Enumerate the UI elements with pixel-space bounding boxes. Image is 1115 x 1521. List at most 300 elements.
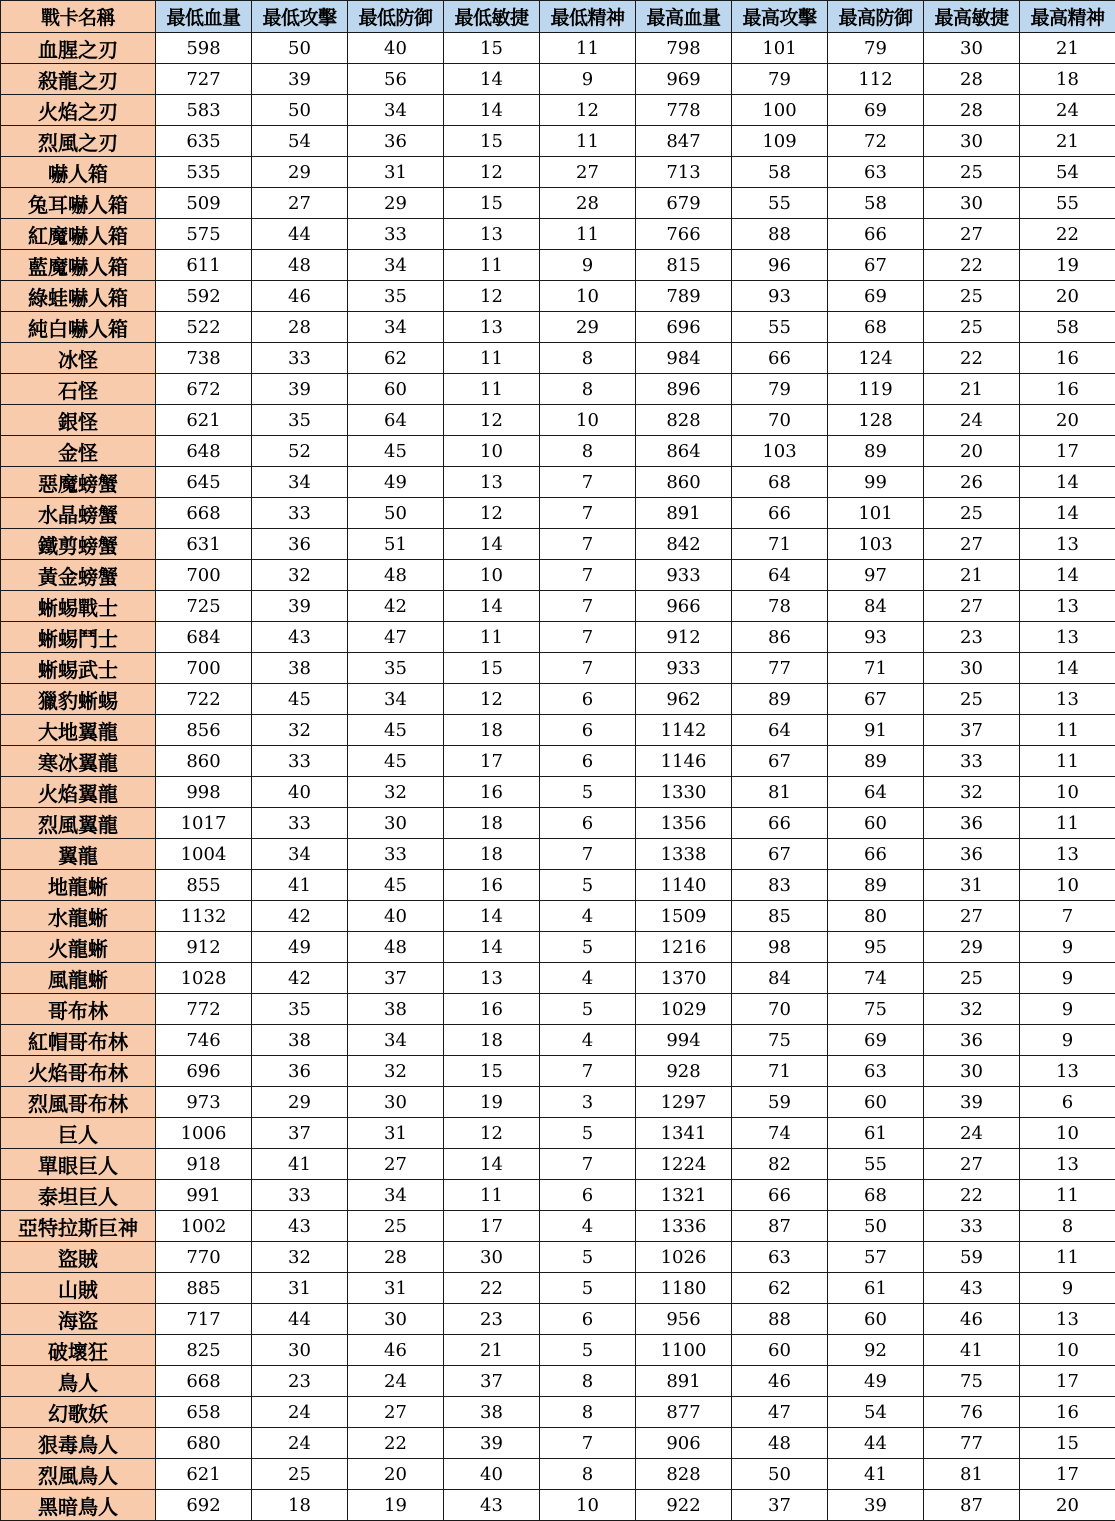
card-name-cell: 幻歌妖 bbox=[1, 1397, 156, 1428]
stat-cell: 34 bbox=[348, 312, 444, 343]
card-name-cell: 獵豹蜥蜴 bbox=[1, 684, 156, 715]
stat-cell: 12 bbox=[444, 405, 540, 436]
table-row bbox=[1, 64, 1115, 95]
stat-cell: 1336 bbox=[636, 1211, 732, 1242]
table-row bbox=[1, 591, 1115, 622]
card-name-cell: 烈風翼龍 bbox=[1, 808, 156, 839]
stat-cell: 64 bbox=[348, 405, 444, 436]
table-row bbox=[1, 126, 1115, 157]
stat-cell: 67 bbox=[828, 250, 924, 281]
stat-cell: 27 bbox=[348, 1397, 444, 1428]
table-row bbox=[1, 684, 1115, 715]
stat-cell: 725 bbox=[156, 591, 252, 622]
stat-cell: 21 bbox=[924, 374, 1020, 405]
stat-cell: 906 bbox=[636, 1428, 732, 1459]
stat-cell: 99 bbox=[828, 467, 924, 498]
stat-cell: 14 bbox=[444, 64, 540, 95]
stat-cell: 33 bbox=[252, 746, 348, 777]
stat-cell: 885 bbox=[156, 1273, 252, 1304]
table-row bbox=[1, 343, 1115, 374]
stat-cell: 1029 bbox=[636, 994, 732, 1025]
table-row bbox=[1, 498, 1115, 529]
stat-cell: 17 bbox=[1020, 1366, 1115, 1397]
stat-cell: 9 bbox=[1020, 1025, 1115, 1056]
column-header: 最低敏捷 bbox=[444, 1, 540, 33]
stat-cell: 28 bbox=[252, 312, 348, 343]
stat-cell: 60 bbox=[828, 1304, 924, 1335]
stat-cell: 789 bbox=[636, 281, 732, 312]
stat-cell: 680 bbox=[156, 1428, 252, 1459]
stat-cell: 16 bbox=[444, 870, 540, 901]
card-name-cell: 藍魔嚇人箱 bbox=[1, 250, 156, 281]
stat-cell: 39 bbox=[252, 374, 348, 405]
stat-cell: 5 bbox=[540, 994, 636, 1025]
stat-cell: 96 bbox=[732, 250, 828, 281]
stat-cell: 59 bbox=[924, 1242, 1020, 1273]
stat-cell: 17 bbox=[1020, 436, 1115, 467]
stat-cell: 75 bbox=[732, 1025, 828, 1056]
stat-cell: 13 bbox=[1020, 1304, 1115, 1335]
stat-cell: 535 bbox=[156, 157, 252, 188]
stat-cell: 17 bbox=[444, 1211, 540, 1242]
stat-cell: 766 bbox=[636, 219, 732, 250]
stat-cell: 61 bbox=[828, 1118, 924, 1149]
stat-cell: 4 bbox=[540, 1025, 636, 1056]
stat-cell: 41 bbox=[924, 1335, 1020, 1366]
stat-cell: 8 bbox=[540, 374, 636, 405]
stat-cell: 109 bbox=[732, 126, 828, 157]
stat-cell: 68 bbox=[828, 1180, 924, 1211]
stat-cell: 956 bbox=[636, 1304, 732, 1335]
stat-cell: 32 bbox=[348, 1056, 444, 1087]
stat-cell: 7 bbox=[540, 1056, 636, 1087]
table-row bbox=[1, 219, 1115, 250]
stat-cell: 13 bbox=[444, 312, 540, 343]
stat-cell: 85 bbox=[732, 901, 828, 932]
stat-cell: 56 bbox=[348, 64, 444, 95]
stat-cell: 583 bbox=[156, 95, 252, 126]
column-header: 最低血量 bbox=[156, 1, 252, 33]
stat-cell: 23 bbox=[444, 1304, 540, 1335]
stat-cell: 64 bbox=[732, 560, 828, 591]
table-row bbox=[1, 1459, 1115, 1490]
stat-cell: 696 bbox=[636, 312, 732, 343]
stat-cell: 93 bbox=[828, 622, 924, 653]
stat-cell: 42 bbox=[252, 901, 348, 932]
card-name-cell: 單眼巨人 bbox=[1, 1149, 156, 1180]
stat-cell: 5 bbox=[540, 1242, 636, 1273]
header-row bbox=[1, 1, 1115, 33]
stat-cell: 43 bbox=[252, 1211, 348, 1242]
card-name-cell: 翼龍 bbox=[1, 839, 156, 870]
stat-cell: 29 bbox=[348, 188, 444, 219]
stat-cell: 128 bbox=[828, 405, 924, 436]
stat-cell: 60 bbox=[828, 1087, 924, 1118]
stat-cell: 672 bbox=[156, 374, 252, 405]
card-name-cell: 海盜 bbox=[1, 1304, 156, 1335]
stat-cell: 928 bbox=[636, 1056, 732, 1087]
stat-cell: 21 bbox=[924, 560, 1020, 591]
stat-cell: 7 bbox=[540, 653, 636, 684]
stat-cell: 4 bbox=[540, 901, 636, 932]
stat-cell: 32 bbox=[348, 777, 444, 808]
stat-cell: 12 bbox=[444, 281, 540, 312]
stat-cell: 621 bbox=[156, 1459, 252, 1490]
card-name-cell: 亞特拉斯巨神 bbox=[1, 1211, 156, 1242]
stat-cell: 611 bbox=[156, 250, 252, 281]
stat-cell: 28 bbox=[348, 1242, 444, 1273]
stat-cell: 39 bbox=[828, 1490, 924, 1521]
stat-cell: 34 bbox=[348, 95, 444, 126]
stat-cell: 13 bbox=[444, 467, 540, 498]
table-row bbox=[1, 436, 1115, 467]
card-name-cell: 銀怪 bbox=[1, 405, 156, 436]
stat-cell: 11 bbox=[540, 219, 636, 250]
stat-cell: 7 bbox=[540, 498, 636, 529]
stat-cell: 8 bbox=[540, 436, 636, 467]
stat-cell: 29 bbox=[252, 157, 348, 188]
stat-cell: 84 bbox=[828, 591, 924, 622]
card-name-cell: 純白嚇人箱 bbox=[1, 312, 156, 343]
stat-cell: 10 bbox=[1020, 777, 1115, 808]
stat-cell: 11 bbox=[444, 374, 540, 405]
stat-cell: 14 bbox=[444, 1149, 540, 1180]
table-row bbox=[1, 95, 1115, 126]
stat-cell: 36 bbox=[924, 808, 1020, 839]
stat-cell: 1004 bbox=[156, 839, 252, 870]
stat-cell: 25 bbox=[924, 157, 1020, 188]
stat-cell: 112 bbox=[828, 64, 924, 95]
column-header: 最高防御 bbox=[828, 1, 924, 33]
stat-cell: 18 bbox=[252, 1490, 348, 1521]
card-name-cell: 綠蛙嚇人箱 bbox=[1, 281, 156, 312]
stat-cell: 58 bbox=[732, 157, 828, 188]
stat-cell: 50 bbox=[252, 33, 348, 64]
stat-cell: 10 bbox=[444, 560, 540, 591]
stat-cell: 713 bbox=[636, 157, 732, 188]
stat-cell: 25 bbox=[924, 281, 1020, 312]
stat-cell: 12 bbox=[540, 95, 636, 126]
stat-cell: 648 bbox=[156, 436, 252, 467]
table-row bbox=[1, 839, 1115, 870]
table-row bbox=[1, 374, 1115, 405]
stat-cell: 9 bbox=[540, 250, 636, 281]
stat-cell: 27 bbox=[924, 1149, 1020, 1180]
stat-cell: 36 bbox=[924, 839, 1020, 870]
stat-cell: 20 bbox=[348, 1459, 444, 1490]
card-name-cell: 蜥蜴武士 bbox=[1, 653, 156, 684]
stat-cell: 962 bbox=[636, 684, 732, 715]
card-name-cell: 鐵剪螃蟹 bbox=[1, 529, 156, 560]
stat-cell: 50 bbox=[732, 1459, 828, 1490]
stat-cell: 24 bbox=[348, 1366, 444, 1397]
stat-cell: 49 bbox=[828, 1366, 924, 1397]
stat-cell: 13 bbox=[1020, 839, 1115, 870]
stat-cell: 7 bbox=[540, 839, 636, 870]
card-name-cell: 大地翼龍 bbox=[1, 715, 156, 746]
stat-cell: 68 bbox=[732, 467, 828, 498]
table-row bbox=[1, 1304, 1115, 1335]
stat-cell: 45 bbox=[348, 436, 444, 467]
stat-cell: 933 bbox=[636, 560, 732, 591]
stat-cell: 50 bbox=[252, 95, 348, 126]
stat-cell: 80 bbox=[828, 901, 924, 932]
stat-cell: 5 bbox=[540, 1273, 636, 1304]
stat-cell: 119 bbox=[828, 374, 924, 405]
stat-cell: 10 bbox=[1020, 1118, 1115, 1149]
stat-cell: 21 bbox=[1020, 126, 1115, 157]
stat-cell: 45 bbox=[348, 746, 444, 777]
stat-cell: 35 bbox=[348, 281, 444, 312]
stat-cell: 77 bbox=[732, 653, 828, 684]
stat-cell: 13 bbox=[444, 219, 540, 250]
stat-cell: 19 bbox=[444, 1087, 540, 1118]
stat-cell: 101 bbox=[828, 498, 924, 529]
table-row bbox=[1, 1335, 1115, 1366]
column-header: 最低精神 bbox=[540, 1, 636, 33]
stat-cell: 47 bbox=[732, 1397, 828, 1428]
stat-cell: 1330 bbox=[636, 777, 732, 808]
card-name-cell: 紅帽哥布林 bbox=[1, 1025, 156, 1056]
stat-cell: 5 bbox=[540, 870, 636, 901]
stat-cell: 41 bbox=[828, 1459, 924, 1490]
stat-cell: 30 bbox=[348, 808, 444, 839]
column-header: 最高攻擊 bbox=[732, 1, 828, 33]
stat-cell: 64 bbox=[732, 715, 828, 746]
stat-cell: 98 bbox=[732, 932, 828, 963]
stat-cell: 23 bbox=[924, 622, 1020, 653]
stat-cell: 31 bbox=[348, 1118, 444, 1149]
stat-cell: 71 bbox=[732, 529, 828, 560]
stat-cell: 38 bbox=[252, 653, 348, 684]
stat-cell: 36 bbox=[924, 1025, 1020, 1056]
table-row bbox=[1, 1490, 1115, 1521]
stat-cell: 44 bbox=[252, 219, 348, 250]
stat-cell: 4 bbox=[540, 963, 636, 994]
stat-cell: 877 bbox=[636, 1397, 732, 1428]
stat-cell: 75 bbox=[828, 994, 924, 1025]
stat-cell: 50 bbox=[348, 498, 444, 529]
stat-cell: 76 bbox=[924, 1397, 1020, 1428]
table-body bbox=[1, 33, 1115, 1521]
stat-cell: 1321 bbox=[636, 1180, 732, 1211]
stat-cell: 635 bbox=[156, 126, 252, 157]
card-name-cell: 金怪 bbox=[1, 436, 156, 467]
stat-cell: 6 bbox=[540, 1180, 636, 1211]
stat-cell: 54 bbox=[828, 1397, 924, 1428]
stat-cell: 994 bbox=[636, 1025, 732, 1056]
stat-cell: 22 bbox=[924, 343, 1020, 374]
table-row bbox=[1, 312, 1115, 343]
stat-cell: 29 bbox=[252, 1087, 348, 1118]
stat-cell: 1017 bbox=[156, 808, 252, 839]
stat-cell: 5 bbox=[540, 1118, 636, 1149]
table-row bbox=[1, 746, 1115, 777]
stat-cell: 36 bbox=[348, 126, 444, 157]
stat-cell: 825 bbox=[156, 1335, 252, 1366]
stat-cell: 13 bbox=[1020, 1056, 1115, 1087]
stat-cell: 8 bbox=[540, 1366, 636, 1397]
stat-cell: 5 bbox=[540, 777, 636, 808]
card-name-cell: 泰坦巨人 bbox=[1, 1180, 156, 1211]
stat-cell: 696 bbox=[156, 1056, 252, 1087]
stat-cell: 100 bbox=[732, 95, 828, 126]
stat-cell: 31 bbox=[348, 1273, 444, 1304]
stat-cell: 828 bbox=[636, 1459, 732, 1490]
stat-cell: 47 bbox=[348, 622, 444, 653]
stat-cell: 7 bbox=[540, 467, 636, 498]
stat-cell: 746 bbox=[156, 1025, 252, 1056]
stat-cell: 692 bbox=[156, 1490, 252, 1521]
stat-cell: 30 bbox=[444, 1242, 540, 1273]
stat-cell: 13 bbox=[1020, 684, 1115, 715]
stat-cell: 11 bbox=[540, 126, 636, 157]
table-header bbox=[1, 1, 1115, 33]
stat-cell: 6 bbox=[540, 1304, 636, 1335]
stat-cell: 1338 bbox=[636, 839, 732, 870]
stat-cell: 13 bbox=[1020, 529, 1115, 560]
stat-cell: 1180 bbox=[636, 1273, 732, 1304]
stat-cell: 31 bbox=[252, 1273, 348, 1304]
table-row bbox=[1, 1397, 1115, 1428]
stat-cell: 14 bbox=[444, 529, 540, 560]
stat-cell: 23 bbox=[252, 1366, 348, 1397]
stat-cell: 35 bbox=[348, 653, 444, 684]
table-row bbox=[1, 157, 1115, 188]
stat-cell: 14 bbox=[1020, 560, 1115, 591]
stat-cell: 88 bbox=[732, 1304, 828, 1335]
stat-cell: 66 bbox=[732, 498, 828, 529]
stat-cell: 896 bbox=[636, 374, 732, 405]
stat-cell: 27 bbox=[540, 157, 636, 188]
stat-cell: 13 bbox=[1020, 591, 1115, 622]
stat-cell: 1341 bbox=[636, 1118, 732, 1149]
card-name-cell: 血腥之刃 bbox=[1, 33, 156, 64]
stat-cell: 772 bbox=[156, 994, 252, 1025]
stat-cell: 11 bbox=[1020, 1242, 1115, 1273]
stat-cell: 30 bbox=[924, 653, 1020, 684]
stat-cell: 46 bbox=[732, 1366, 828, 1397]
stat-cell: 50 bbox=[828, 1211, 924, 1242]
stat-cell: 37 bbox=[732, 1490, 828, 1521]
stat-cell: 1100 bbox=[636, 1335, 732, 1366]
card-name-cell: 火焰翼龍 bbox=[1, 777, 156, 808]
table-row bbox=[1, 1242, 1115, 1273]
stat-cell: 16 bbox=[444, 994, 540, 1025]
stat-cell: 60 bbox=[348, 374, 444, 405]
stat-cell: 738 bbox=[156, 343, 252, 374]
stat-cell: 912 bbox=[156, 932, 252, 963]
stat-cell: 75 bbox=[924, 1366, 1020, 1397]
table-row bbox=[1, 1180, 1115, 1211]
card-name-cell: 石怪 bbox=[1, 374, 156, 405]
table-row bbox=[1, 1428, 1115, 1459]
stat-cell: 658 bbox=[156, 1397, 252, 1428]
stat-cell: 33 bbox=[252, 808, 348, 839]
stat-cell: 86 bbox=[732, 622, 828, 653]
stat-cell: 17 bbox=[1020, 1459, 1115, 1490]
stat-cell: 40 bbox=[348, 901, 444, 932]
stat-cell: 24 bbox=[1020, 95, 1115, 126]
stat-cell: 42 bbox=[252, 963, 348, 994]
table-row bbox=[1, 901, 1115, 932]
stat-cell: 22 bbox=[924, 250, 1020, 281]
table-row bbox=[1, 1118, 1115, 1149]
card-name-cell: 惡魔螃蟹 bbox=[1, 467, 156, 498]
table-row bbox=[1, 405, 1115, 436]
stat-cell: 891 bbox=[636, 498, 732, 529]
stat-cell: 855 bbox=[156, 870, 252, 901]
stat-cell: 1356 bbox=[636, 808, 732, 839]
stat-cell: 991 bbox=[156, 1180, 252, 1211]
stat-cell: 631 bbox=[156, 529, 252, 560]
column-header: 最高敏捷 bbox=[924, 1, 1020, 33]
stat-cell: 7 bbox=[540, 529, 636, 560]
stat-cell: 22 bbox=[1020, 219, 1115, 250]
stat-cell: 67 bbox=[828, 684, 924, 715]
stat-cell: 18 bbox=[444, 808, 540, 839]
table-row bbox=[1, 560, 1115, 591]
stat-cell: 66 bbox=[828, 219, 924, 250]
stat-cell: 72 bbox=[828, 126, 924, 157]
stat-cell: 30 bbox=[924, 126, 1020, 157]
stat-cell: 66 bbox=[732, 1180, 828, 1211]
stat-cell: 12 bbox=[444, 498, 540, 529]
card-name-cell: 蜥蜴戰士 bbox=[1, 591, 156, 622]
stat-cell: 684 bbox=[156, 622, 252, 653]
stat-cell: 62 bbox=[348, 343, 444, 374]
stat-cell: 33 bbox=[924, 746, 1020, 777]
stat-cell: 27 bbox=[924, 591, 1020, 622]
stat-cell: 39 bbox=[252, 591, 348, 622]
stat-cell: 45 bbox=[252, 684, 348, 715]
stat-cell: 52 bbox=[252, 436, 348, 467]
stat-cell: 33 bbox=[252, 498, 348, 529]
stat-cell: 727 bbox=[156, 64, 252, 95]
stat-cell: 20 bbox=[1020, 281, 1115, 312]
stat-cell: 15 bbox=[444, 126, 540, 157]
stat-cell: 25 bbox=[348, 1211, 444, 1242]
stat-cell: 45 bbox=[348, 870, 444, 901]
stat-cell: 1140 bbox=[636, 870, 732, 901]
stat-cell: 49 bbox=[348, 467, 444, 498]
stat-cell: 25 bbox=[924, 312, 1020, 343]
stat-cell: 9 bbox=[1020, 994, 1115, 1025]
stat-cell: 20 bbox=[924, 436, 1020, 467]
stat-cell: 522 bbox=[156, 312, 252, 343]
stat-cell: 83 bbox=[732, 870, 828, 901]
stat-cell: 11 bbox=[1020, 1180, 1115, 1211]
stat-cell: 18 bbox=[444, 1025, 540, 1056]
table-row bbox=[1, 994, 1115, 1025]
stat-cell: 89 bbox=[828, 870, 924, 901]
card-name-cell: 火焰哥布林 bbox=[1, 1056, 156, 1087]
stat-cell: 66 bbox=[828, 839, 924, 870]
stat-cell: 34 bbox=[348, 250, 444, 281]
stat-cell: 44 bbox=[252, 1304, 348, 1335]
stat-cell: 58 bbox=[1020, 312, 1115, 343]
stat-cell: 9 bbox=[1020, 1273, 1115, 1304]
stat-cell: 30 bbox=[348, 1304, 444, 1335]
column-header: 最低攻擊 bbox=[252, 1, 348, 33]
stat-cell: 54 bbox=[1020, 157, 1115, 188]
stat-cell: 27 bbox=[924, 219, 1020, 250]
table-row bbox=[1, 1149, 1115, 1180]
stat-cell: 34 bbox=[348, 1025, 444, 1056]
stat-cell: 679 bbox=[636, 188, 732, 219]
stat-cell: 48 bbox=[348, 560, 444, 591]
stat-cell: 40 bbox=[252, 777, 348, 808]
